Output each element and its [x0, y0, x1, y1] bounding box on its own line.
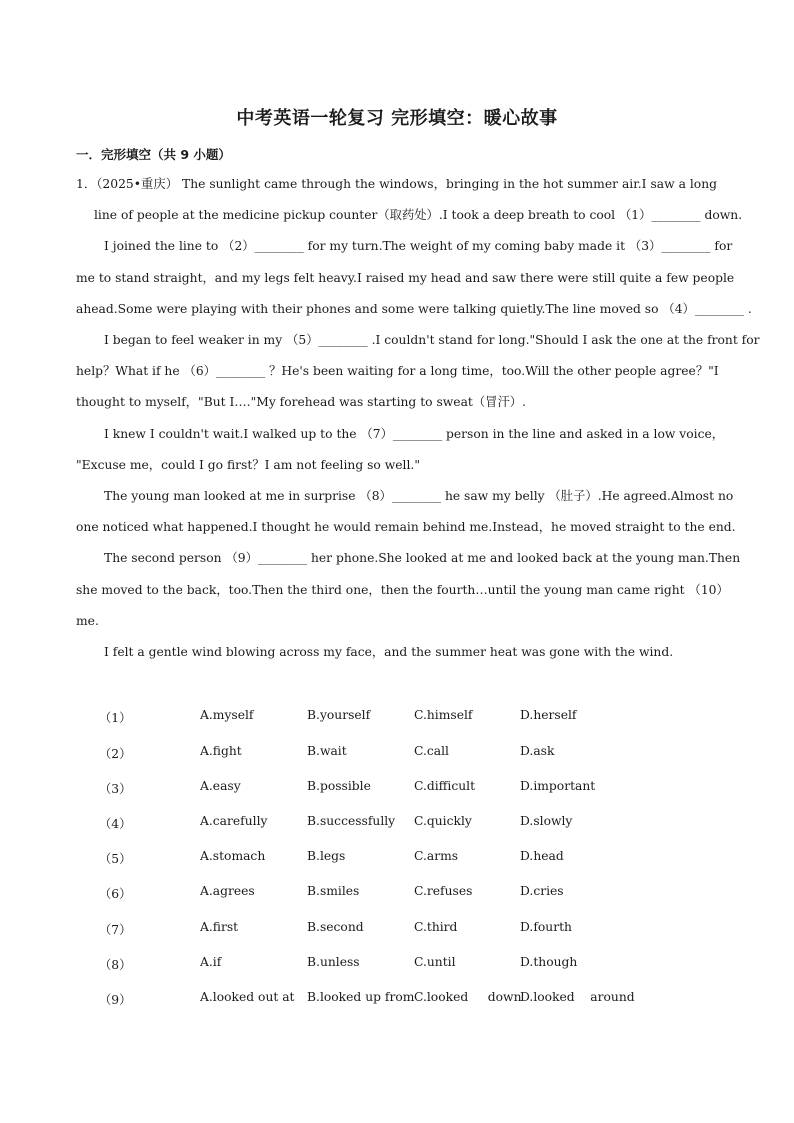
passage-line: thought to myself，"But I…."My forehead was starting to sweat（冒汗）.	[76, 395, 526, 409]
passage-line: one noticed what happened.I thought he would remain behind me.Instead，he moved straight to the end.	[76, 520, 736, 534]
passage-line: me to stand straight，and my legs felt heavy.I raised my head and saw there were still quite a few people	[76, 271, 735, 285]
option-c: C.until	[414, 955, 456, 969]
option-a: A.if	[200, 955, 222, 969]
option-c: C.difficult	[414, 779, 476, 793]
option-b: B.successfully	[307, 814, 396, 828]
passage-line: I knew I couldn't wait.I walked up to the （7）________ person in the line and asked in a low voice，	[104, 427, 725, 441]
passage-line: The young man looked at me in surprise （8）________ he saw my belly （肚子）.He agreed.Almost no	[104, 489, 734, 503]
option-a: A.first	[200, 920, 239, 934]
question-number: （8）	[99, 958, 132, 972]
option-c: C.arms	[414, 849, 459, 863]
option-d: D.though	[520, 955, 578, 969]
option-d: D.fourth	[520, 920, 572, 934]
option-d: D.looked around	[520, 990, 635, 1004]
passage-line: The second person （9）________ her phone.She looked at me and looked back at the young man.Then	[104, 551, 741, 565]
option-b: B.legs	[307, 849, 346, 863]
passage-line: I felt a gentle wind blowing across my face，and the summer heat was gone with the wind.	[104, 645, 674, 659]
option-b: B.unless	[307, 955, 360, 969]
question-number: （2）	[99, 747, 132, 761]
option-c: C.quickly	[414, 814, 472, 828]
option-row-2	[0, 744, 794, 762]
option-a: A.carefully	[200, 814, 268, 828]
option-d: D.slowly	[520, 814, 573, 828]
option-d: D.cries	[520, 884, 564, 898]
question-number: （5）	[99, 852, 132, 866]
question-number: （9）	[99, 993, 132, 1007]
question-number: （4）	[99, 817, 132, 831]
passage-line: "Excuse me，could I go first？I am not feeling so well."	[76, 458, 420, 472]
option-c: C.himself	[414, 708, 473, 722]
option-a: A.stomach	[200, 849, 266, 863]
option-b: B.smiles	[307, 884, 360, 898]
option-d: D.important	[520, 779, 596, 793]
passage-line: I began to feel weaker in my （5）________ .I couldn't stand for long."Should I ask the one at the front for	[104, 333, 760, 347]
passage-line: I joined the line to （2）________ for my turn.The weight of my coming baby made it （3）________ for	[104, 239, 733, 253]
option-b: B.looked up from	[307, 990, 415, 1004]
option-row-7	[0, 920, 794, 938]
option-d: D.ask	[520, 744, 555, 758]
option-c: C.refuses	[414, 884, 473, 898]
question-number: （1）	[99, 711, 132, 725]
passage-line: she moved to the back，too.Then the third one，then the fourth…until the young man came right （10）	[76, 583, 729, 597]
passage-line: help？What if he （6）________ ？He's been waiting for a long time，too.Will the other people agree？"I	[76, 364, 719, 378]
option-a: A.fight	[200, 744, 242, 758]
passage-line: ahead.Some were playing with their phones and some were talking quietly.The line moved so （4）________ .	[76, 302, 752, 316]
question-number: （7）	[99, 923, 132, 937]
option-row-9	[0, 990, 794, 1008]
page-title: 中考英语一轮复习 完形填空：暖心故事	[236, 108, 558, 129]
option-a: A.easy	[200, 779, 241, 793]
passage-line: me.	[76, 614, 99, 628]
question-number: （3）	[99, 782, 132, 796]
option-row-5	[0, 849, 794, 867]
option-a: A.looked out at	[200, 990, 295, 1004]
option-b: B.second	[307, 920, 364, 934]
option-row-1	[0, 708, 794, 726]
option-a: A.agrees	[200, 884, 255, 898]
option-b: B.possible	[307, 779, 371, 793]
option-b: B.wait	[307, 744, 347, 758]
passage-line: line of people at the medicine pickup counter（取药处）.I took a deep breath to cool （1）________ down.	[94, 208, 743, 222]
option-row-8	[0, 955, 794, 973]
option-row-6	[0, 884, 794, 902]
option-b: B.yourself	[307, 708, 371, 722]
option-d: D.herself	[520, 708, 577, 722]
option-row-3	[0, 779, 794, 797]
option-row-4	[0, 814, 794, 832]
passage-line: 1．（2025•重庆） The sunlight came through the windows，bringing in the hot summer air.I saw a long	[76, 177, 717, 191]
option-a: A.myself	[200, 708, 254, 722]
option-c: C.call	[414, 744, 449, 758]
option-c: C.third	[414, 920, 458, 934]
option-c: C.looked down	[414, 990, 522, 1004]
option-d: D.head	[520, 849, 564, 863]
question-number: （6）	[99, 887, 132, 901]
section-heading: 一．完形填空（共 9 小题）	[76, 147, 231, 162]
